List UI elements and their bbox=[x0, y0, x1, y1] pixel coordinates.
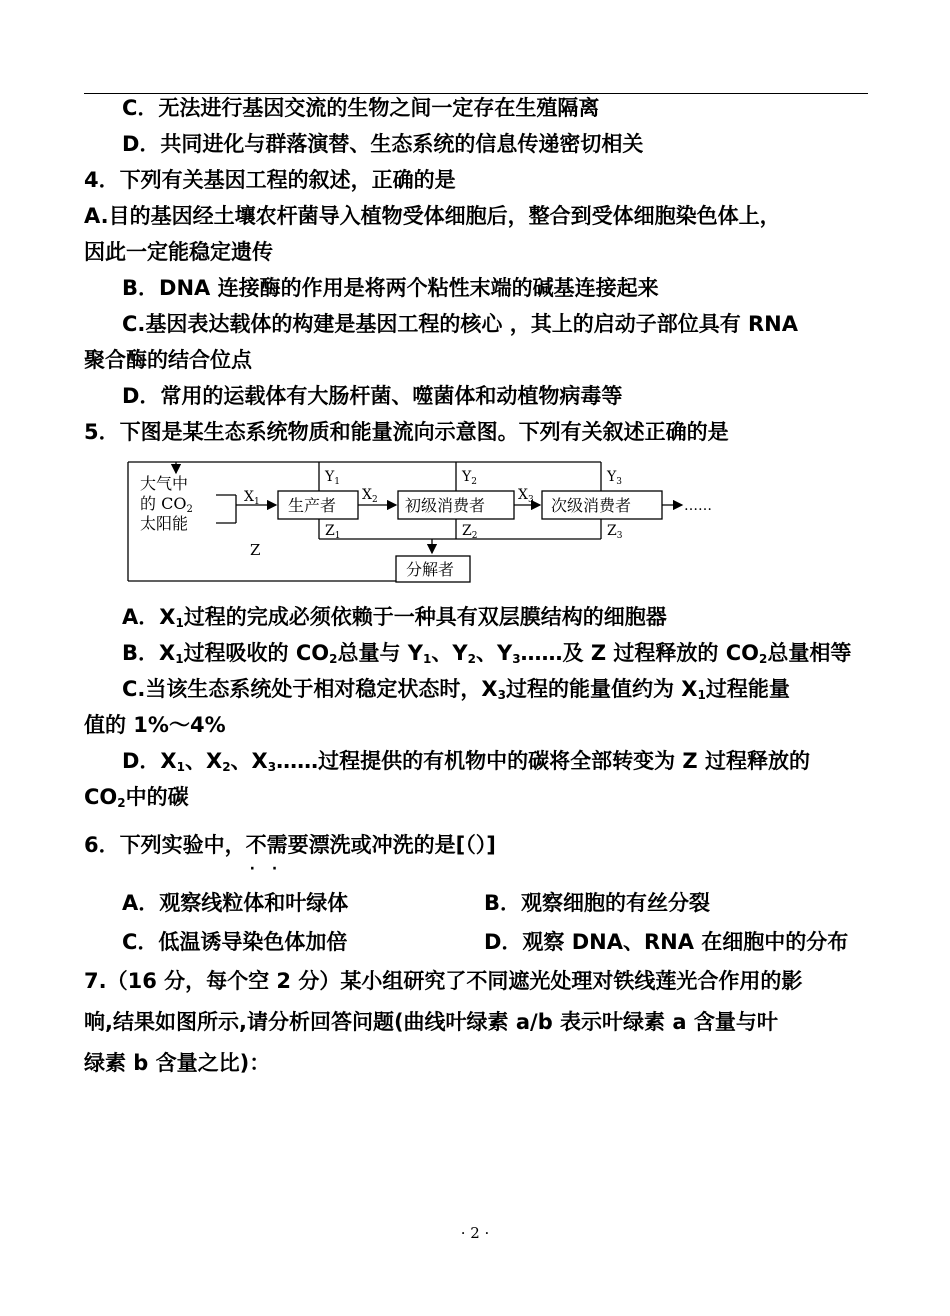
q6-option-d: D．观察 DNA、RNA 在细胞中的分布 bbox=[484, 930, 849, 954]
z-label: Z bbox=[250, 541, 261, 559]
svg-text:Y1 bbox=[324, 469, 340, 487]
q6-stem: 6．下列实验中，不需要 · ·漂洗或冲洗的是[（）] bbox=[84, 831, 496, 859]
source-line2: 的 CO bbox=[140, 494, 187, 513]
q4-stem: 4．下列有关基因工程的叙述，正确的是 bbox=[84, 168, 456, 192]
svg-text:X1 bbox=[244, 489, 260, 507]
q4-option-b: B．DNA 连接酶的作用是将两个粘性末端的碱基连接起来 bbox=[122, 276, 659, 300]
svg-text:Y2 bbox=[461, 469, 477, 487]
x1-label: X bbox=[244, 489, 254, 505]
svg-text:X3 bbox=[518, 487, 534, 505]
svg-text:Z2 bbox=[462, 523, 477, 541]
x2-sub: 2 bbox=[371, 495, 378, 505]
energy-flow-diagram bbox=[126, 459, 726, 589]
q4-option-a-line1: A.目的基因经土壤农杆菌导入植物受体细胞后，整合到受体细胞染色体上， bbox=[84, 204, 781, 228]
svg-text:Z3 bbox=[607, 523, 623, 541]
q4-option-d: D．常用的运载体有大肠杆菌、噬菌体和动植物病毒等 bbox=[122, 384, 623, 408]
z2-sub: 2 bbox=[471, 531, 478, 541]
q5-option-c-line2: 值的 1%～4% bbox=[84, 713, 226, 737]
secondary-label: 次级消费者 bbox=[551, 496, 632, 515]
y1-label: Y bbox=[325, 469, 335, 485]
decomposer-label: 分解者 bbox=[406, 560, 455, 579]
x2-label: X bbox=[362, 487, 372, 503]
svg-text:Y3 bbox=[606, 469, 622, 487]
y2-label: Y bbox=[462, 469, 472, 485]
x3-sub: 3 bbox=[527, 495, 534, 505]
q4-option-c-line1: C.基因表达载体的构建是基因工程的核心 ，其上的启动子部位具有 RNA bbox=[122, 312, 799, 336]
q4-option-a-line2: 因此一定能稳定遗传 bbox=[84, 240, 273, 264]
x3-label: X bbox=[518, 487, 528, 503]
z2-label: Z bbox=[462, 523, 472, 539]
z3-label: Z bbox=[607, 523, 617, 539]
svg-text:X2 bbox=[362, 487, 378, 505]
y3-sub: 3 bbox=[616, 477, 622, 487]
source-sub: 2 bbox=[186, 504, 193, 515]
page-number: · 2 · bbox=[460, 1224, 490, 1242]
q5-option-d-line1: D．$X_1$、$X_2$、$X_3\dots\dots$过程提供的有机物中的碳将全部转变为 Z 过程释放的 bbox=[122, 749, 810, 774]
y1-sub: 1 bbox=[334, 477, 340, 487]
q5-option-b: B．$X_1$过程吸收的 $CO_2$总量与 $Y_1$、$Y_2$、$Y_3\dots\dots$及 Z 过程释放的 $CO_2$总量相等 bbox=[122, 641, 852, 666]
primary-label: 初级消费者 bbox=[405, 496, 486, 515]
source-line3: 太阳能 bbox=[140, 514, 189, 533]
svg-text:Z1 bbox=[325, 523, 340, 541]
svg-text:的 CO2 bbox=[140, 494, 193, 515]
z1-label: Z bbox=[325, 523, 335, 539]
q6-option-c: C．低温诱导染色体加倍 bbox=[122, 930, 348, 954]
producer-label: 生产者 bbox=[288, 496, 337, 515]
q3-option-c: C．无法进行基因交流的生物之间一定存在生殖隔离 bbox=[122, 96, 600, 120]
q7-line2: 响,结果如图所示,请分析回答问题(曲线叶绿素 a/b 表示叶绿素 a 含量与叶 bbox=[84, 1010, 778, 1034]
ellipsis: …… bbox=[684, 498, 712, 514]
q7-line3: 绿素 b 含量之比)： bbox=[84, 1051, 271, 1075]
source-line1: 大气中 bbox=[140, 474, 189, 493]
emphasis-text: 不需要 · · bbox=[246, 833, 309, 857]
z3-sub: 3 bbox=[616, 531, 623, 541]
q7-line1: 7.（16 分，每个空 2 分）某小组研究了不同遮光处理对铁线莲光合作用的影 bbox=[84, 969, 803, 993]
q5-stem: 5．下图是某生态系统物质和能量流向示意图。下列有关叙述正确的是 bbox=[84, 420, 729, 444]
x1-sub: 1 bbox=[253, 497, 260, 507]
q4-option-c-line2: 聚合酶的结合位点 bbox=[84, 348, 252, 372]
z1-sub: 1 bbox=[334, 531, 341, 541]
q3-option-d: D．共同进化与群落演替、生态系统的信息传递密切相关 bbox=[122, 132, 644, 156]
y2-sub: 2 bbox=[471, 477, 477, 487]
y3-label: Y bbox=[607, 469, 617, 485]
q5-option-a: A．$X_1$过程的完成必须依赖于一种具有双层膜结构的细胞器 bbox=[122, 605, 667, 630]
q6-option-b: B．观察细胞的有丝分裂 bbox=[484, 891, 711, 915]
q5-option-d-line2: $CO_2$中的碳 bbox=[84, 785, 189, 810]
q5-option-c-line1: C.当该生态系统处于相对稳定状态时，$X_3$过程的能量值约为 $X_1$过程能量 bbox=[122, 677, 790, 702]
q6-option-a: A．观察线粒体和叶绿体 bbox=[122, 891, 349, 915]
